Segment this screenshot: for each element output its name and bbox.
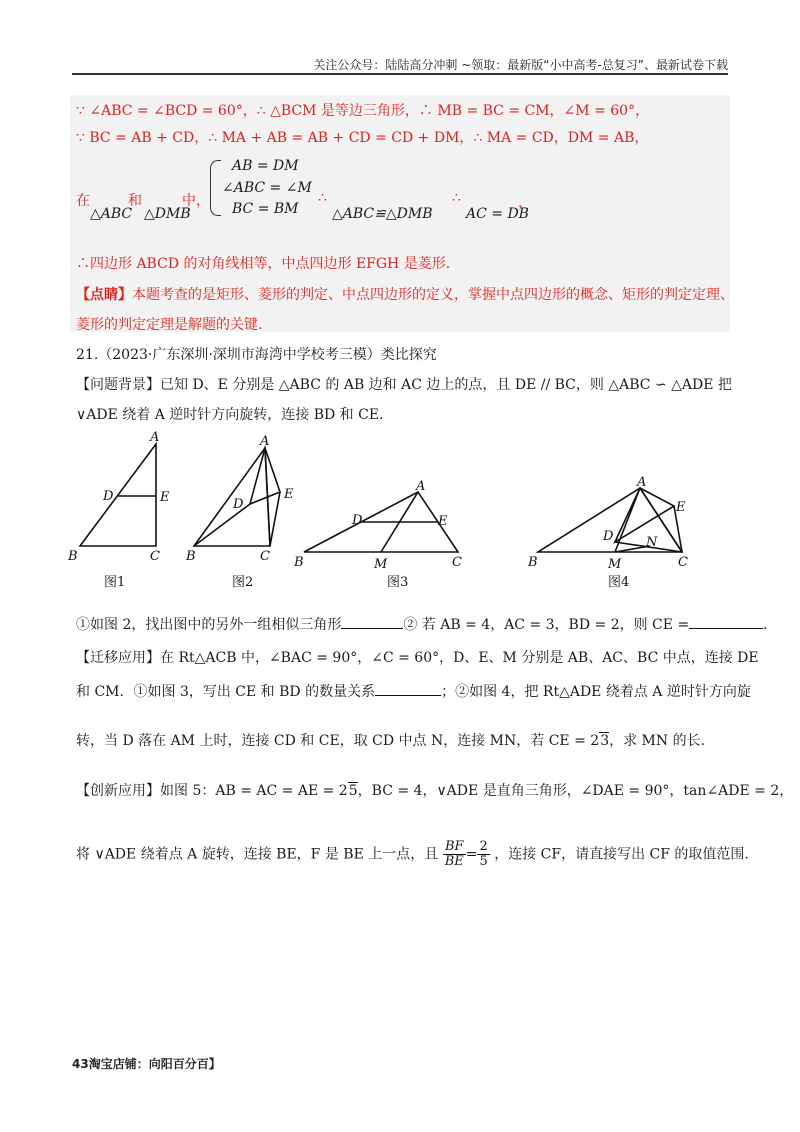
fig1-label-b: B xyxy=(68,549,78,564)
migration-line-3 xyxy=(76,730,705,750)
fraction-equals: = xyxy=(465,846,478,863)
page-header: 关注公众号：陆陆高分冲刺 ~领取：最新版“小中高考-总复习”、最新试卷下载 xyxy=(313,58,728,72)
fig4-label-a: A xyxy=(637,475,647,490)
innovation-line-1 xyxy=(76,780,793,800)
solution-zhong: 中， xyxy=(182,193,210,209)
system-eq-3: BC = BM xyxy=(232,201,299,217)
problem-background-1: 【问题背景】已知 D、E 分别是 △ABC 的 AB 边和 AC 边上的点，且 DE // BC，则 △ABC ∽ △ADE 把 xyxy=(76,377,732,393)
fig2-label-c: C xyxy=(260,549,270,564)
fig2-caption: 图2 xyxy=(232,575,254,590)
fig1-label-a: A xyxy=(150,430,160,445)
fraction-bf-be xyxy=(443,840,466,869)
migration-2a: 和 CM．①如图 3，写出 CE 和 BD 的数量关系 xyxy=(76,684,376,700)
problem-background-2: ∨ADE 绕着 A 逆时针方向旋转，连接 BD 和 CE. xyxy=(76,407,384,423)
solution-ac-db: AC = DB xyxy=(466,206,529,222)
fig2-label-e: E xyxy=(284,487,294,502)
figures-diagram xyxy=(60,428,740,600)
migration-2b: ；②如图 4，把 Rt△ADE 绕着点 A 逆时针方向旋 xyxy=(441,684,751,700)
solution-line-2: ∵ BC = AB + CD，∴ MA + AB = AB + CD = CD + DM，∴ MA = CD，DM = AB， xyxy=(76,130,649,146)
fraction-den-5: 5 xyxy=(479,854,488,869)
fraction-num-bf: BF xyxy=(443,840,466,855)
fig1-label-c: C xyxy=(150,549,160,564)
question-1a: ①如图 2，找出图中的另外一组相似三角形 xyxy=(76,617,342,633)
solution-he: 和 xyxy=(128,193,142,209)
problem-title: 21.（2023·广东深圳·深圳市海湾中学校考三模）类比探究 xyxy=(76,347,437,363)
fig4-label-d: D xyxy=(603,529,614,544)
answer-blank-2[interactable] xyxy=(689,628,763,629)
fig3-label-d: D xyxy=(352,513,363,528)
question-1b: ② 若 AB = 4，AC = 3，BD = 2，则 CE = xyxy=(403,617,690,633)
page-footer: 43淘宝店铺：向阳百分百】 xyxy=(72,1057,221,1071)
innovation-1a: 【创新应用】如图 5：AB = AC = AE = 2 xyxy=(76,783,348,799)
sqrt-5: 5 xyxy=(348,783,358,799)
fig3-label-a: A xyxy=(416,479,426,494)
comment-line-2: 菱形的判定定理是解题的关键. xyxy=(76,317,263,333)
solution-congruent: △ABC≌△DMB xyxy=(332,206,433,222)
fig3-label-c: C xyxy=(452,555,462,570)
solution-therefore-1: ∴ xyxy=(318,190,327,206)
solution-zai: 在 xyxy=(76,193,90,209)
fraction-num-2: 2 xyxy=(479,839,488,854)
answer-blank-1[interactable] xyxy=(341,628,403,629)
solution-tri-dmb: △DMB xyxy=(144,206,191,222)
migration-line-2 xyxy=(76,681,751,701)
solution-line-1: ∵ ∠ABC = ∠BCD = 60°，∴ △BCM 是等边三角形，∴ MB = BC = CM，∠M = 60°， xyxy=(76,103,650,119)
sqrt-3: 3 xyxy=(600,733,610,749)
solution-therefore-2: ∴ xyxy=(452,190,461,206)
system-eq-2: ∠ABC = ∠M xyxy=(222,180,312,196)
solution-conclusion: ∴四边形 ABCD 的对角线相等，中点四边形 EFGH 是菱形. xyxy=(76,256,451,272)
header-rule xyxy=(72,73,728,75)
question-1-end: . xyxy=(763,617,768,633)
fig3-label-m: M xyxy=(374,557,388,572)
question-1 xyxy=(76,614,768,634)
comment-line-1 xyxy=(76,284,734,304)
fraction-den-be: BE xyxy=(444,854,464,869)
fig3-label-e: E xyxy=(438,514,448,529)
comment-tag: 【点睛】 xyxy=(76,287,132,303)
innovation-1b: ，BC = 4，∨ADE 是直角三角形，∠DAE = 90°，tan∠ADE = 2， xyxy=(357,783,794,799)
fig2-triangle-abc xyxy=(194,448,270,546)
fig1-triangle-abc xyxy=(80,444,156,546)
innovation-2a: 将 ∨ADE 绕着点 A 旋转，连接 BE，F 是 BE 上一点，且 xyxy=(76,846,439,863)
fig4-segment-mn xyxy=(615,546,650,552)
fig4-label-n: N xyxy=(646,535,658,550)
comment-text-1: 本题考查的是矩形、菱形的判定、中点四边形的定义，掌握中点四边形的概念、矩形的判定定理、 xyxy=(132,287,734,303)
fraction-2-5 xyxy=(477,840,489,869)
solution-comma: ， xyxy=(518,195,532,211)
answer-blank-3[interactable] xyxy=(375,695,441,696)
fig4-label-b: B xyxy=(528,555,538,570)
migration-line-1: 【迁移应用】在 Rt△ACB 中，∠BAC = 90°，∠C = 60°，D、E、M 分别是 AB、AC、BC 中点，连接 DE xyxy=(76,650,759,666)
innovation-line-2 xyxy=(76,840,749,869)
system-eq-1: AB = DM xyxy=(232,158,299,174)
fig3-caption: 图3 xyxy=(387,575,409,590)
fig4-label-m: M xyxy=(608,557,622,572)
fig4-label-c: C xyxy=(678,555,688,570)
equation-system-brace xyxy=(210,160,221,216)
fig2-label-b: B xyxy=(186,549,196,564)
fig1-caption: 图1 xyxy=(104,575,126,590)
fig3-label-b: B xyxy=(294,555,304,570)
innovation-2b: ，连接 CF，请直接写出 CF 的取值范围. xyxy=(494,846,749,863)
fig4-label-e: E xyxy=(676,500,686,515)
fig2-segment-ce xyxy=(270,492,280,546)
fig4-caption: 图4 xyxy=(608,575,630,590)
fig1-label-e: E xyxy=(160,490,170,505)
migration-3a: 转，当 D 落在 AM 上时，连接 CD 和 CE，取 CD 中点 N，连接 MN，若 CE = 2 xyxy=(76,733,600,749)
solution-tri-abc: △ABC xyxy=(90,206,133,222)
migration-3b: ，求 MN 的长. xyxy=(609,733,706,749)
fig2-label-a: A xyxy=(260,434,270,449)
fig1-label-d: D xyxy=(103,489,114,504)
fig2-label-d: D xyxy=(233,497,244,512)
